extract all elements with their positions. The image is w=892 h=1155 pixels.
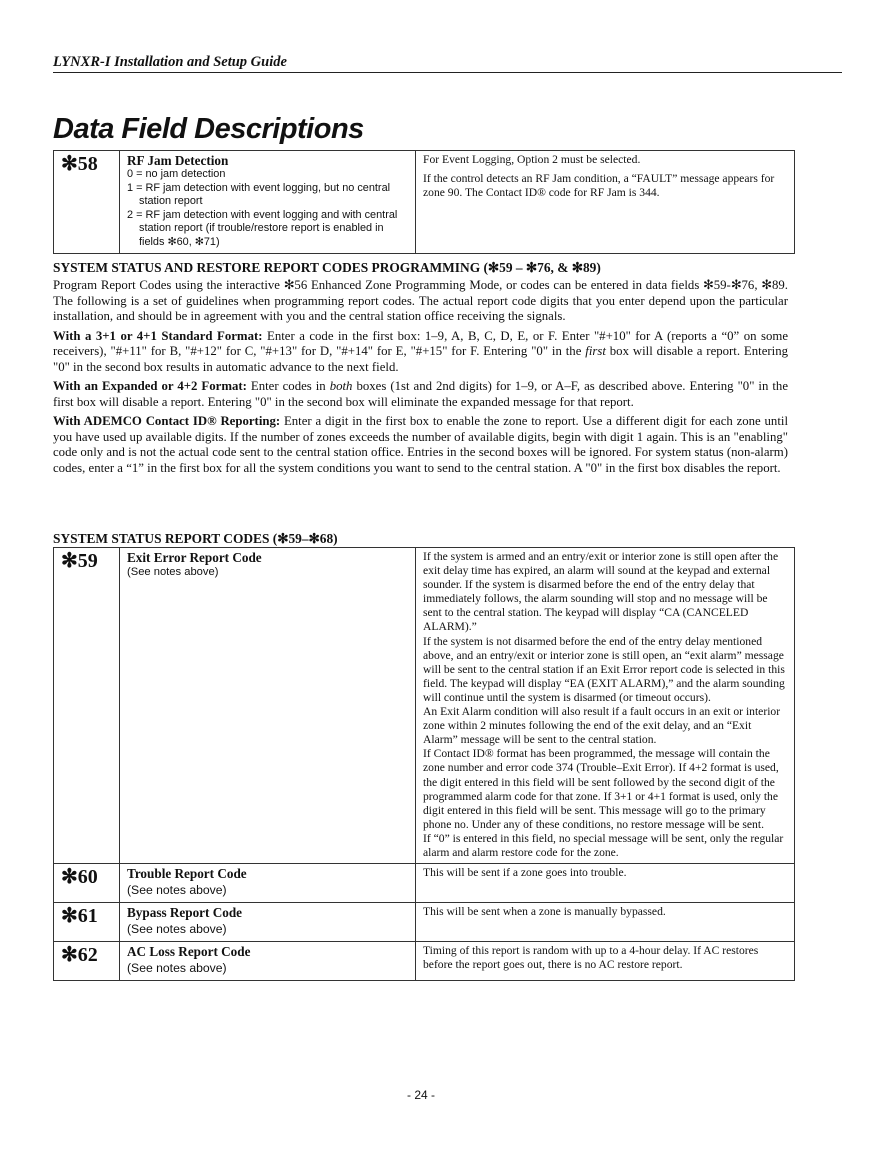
field-title: Exit Error Report Code xyxy=(127,550,262,565)
programming-heading: SYSTEM STATUS AND RESTORE REPORT CODES PROGRAMMING (✻59 – ✻76, & ✻89) xyxy=(53,260,601,275)
field-note: (See notes above) xyxy=(127,922,227,937)
description-paragraph: If the system is not disarmed before the end of the entry delay mentioned above, and an entry/exit or interior zone is still open, an “exit alarm” message will be sent to the central station if an Exit Error report code is selected in this field. The keypad will display “EA (EXIT ALARM),” and the alarm sounding will continue until the system is disarmed (or timeout occurs). xyxy=(423,634,785,704)
standard-format-label: With a 3+1 or 4+1 Standard Format: xyxy=(53,328,263,343)
field-title-cell xyxy=(120,903,416,942)
field-title-cell xyxy=(120,942,416,981)
field-option: 0 = no jam detection xyxy=(127,168,226,180)
status-codes-heading: SYSTEM STATUS REPORT CODES (✻59–✻68) xyxy=(53,531,338,546)
field-description xyxy=(416,903,795,942)
field-title-cell xyxy=(120,864,416,903)
field-number: ✻60 xyxy=(54,864,120,903)
field-number: ✻59 xyxy=(54,548,120,864)
expanded-format-paragraph: With an Expanded or 4+2 Format: Enter codes in both boxes (1st and 2nd digits) for 1–9, or A–F, as described above. Entering "0" in the first box will disable a report. Entering "0" in the second box will eliminate the expanded message for that report. xyxy=(53,379,788,409)
description-paragraph: If Contact ID® format has been programmed, the message will contain the zone number and error code 374 (Trouble–Exit Error). If 4+2 format is used, the digit entered in this field will be sent followed by the second digit of the programmed alarm code for that zone. If 3+1 or 4+1 format is used, only the digit entered in this field will be sent. This message will go to the primary phone no. Under any of these conditions, no restore message will be sent. xyxy=(423,747,779,831)
field-number: ✻61 xyxy=(54,903,120,942)
status-codes-table xyxy=(53,547,795,981)
expanded-format-label: With an Expanded or 4+2 Format: xyxy=(53,379,247,393)
description-paragraph: This will be sent when a zone is manually bypassed. xyxy=(423,905,666,919)
field-number: ✻58 xyxy=(54,151,120,254)
field-title: RF Jam Detection xyxy=(127,153,229,168)
field-58-table xyxy=(53,150,795,254)
field-title: Bypass Report Code xyxy=(127,905,243,921)
field-title: AC Loss Report Code xyxy=(127,944,251,960)
field-description xyxy=(416,151,795,254)
field-note: (See notes above) xyxy=(127,566,219,578)
field-description xyxy=(416,864,795,903)
description-paragraph: If “0” is entered in this field, no special message will be sent, only the regular alarm and alarm restore code for the zone. xyxy=(423,831,784,859)
standard-format-paragraph: With a 3+1 or 4+1 Standard Format: Enter a code in the first box: 1–9, A, B, C, D, E, or F. Enter "#+10" for A (reports a “0” on some receivers), "#+11" for B, "#+12" for C, "#+13" for D, "#+14" for E, "#+15" for F. Entering "0" in the first box will disable a report. Entering "0" in the second box results in automatic advance to the next field. xyxy=(53,328,788,374)
table-row xyxy=(54,864,795,903)
intro-paragraph: Program Report Codes using the interactive ✻56 Enhanced Zone Programming Mode, or codes can be entered in data fields ✻59-✻76, ✻89. The following is a set of guidelines when programming report codes. The actual report code digits that you enter depend upon the particular installation, and should be in agreement with you and the central station office receiving the signals. xyxy=(53,278,788,323)
field-note: (See notes above) xyxy=(127,961,227,976)
description-paragraph: For Event Logging, Option 2 must be selected. xyxy=(423,153,641,166)
field-title: Trouble Report Code xyxy=(127,866,247,882)
field-note: (See notes above) xyxy=(127,883,227,898)
description-paragraph: This will be sent if a zone goes into trouble. xyxy=(423,866,627,880)
contact-id-label: With ADEMCO Contact ID® Reporting: xyxy=(53,414,281,428)
page-number: - 24 - xyxy=(406,1088,435,1102)
section-title: Data Field Descriptions xyxy=(53,113,364,145)
description-paragraph: If the system is armed and an entry/exit or interior zone is still open after the exit delay time has expired, an alarm will sound at the keypad and external sounder. If the system is disarmed before the end of the entry delay that immediately follows, the alarm sounding will stop and no message will be sent to the central station. The keypad will display “CA (CANCELED ALARM).” xyxy=(423,550,779,634)
running-header: LYNXR-I Installation and Setup Guide xyxy=(53,54,287,70)
programming-body xyxy=(53,278,788,480)
header-rule xyxy=(53,72,842,73)
description-paragraph: If the control detects an RF Jam condition, a “FAULT” message appears for zone 90. The Contact ID® code for RF Jam is 344. xyxy=(423,172,775,200)
description-paragraph: Timing of this report is random with up to a 4-hour delay. If AC restores before the report goes out, there is no AC restore report. xyxy=(423,944,759,972)
field-description xyxy=(416,548,795,864)
field-description xyxy=(416,942,795,981)
field-title-cell xyxy=(120,151,416,254)
table-row xyxy=(54,151,795,254)
table-row xyxy=(54,942,795,981)
field-option: 2 = RF jam detection with event logging and with central station report (if trouble/restore report is enabled in fields ✻60, ✻71) xyxy=(127,208,398,248)
field-title-cell xyxy=(120,548,416,864)
table-row xyxy=(54,548,795,864)
field-number: ✻62 xyxy=(54,942,120,981)
field-option: 1 = RF jam detection with event logging, but no central station report xyxy=(127,181,391,208)
contact-id-paragraph: With ADEMCO Contact ID® Reporting: Enter a digit in the first box to enable the zone to report. Use a different digit for each zone until you have used up available digits. If the number of zones exceeds the number of available digits, begin with digit 1 again. This is an "enabling" code only and is not the actual code sent to the central station office. Entries in the second boxes will be ignored. For system status (non-alarm) codes, enter a “1” in the first box for all the system conditions you want to send to the central station. A "0" in the first box disables the report. xyxy=(53,414,788,475)
description-paragraph: An Exit Alarm condition will also result if a fault occurs in an exit or interior zone within 2 minutes following the end of the exit delay, and an “Exit Alarm” message will be sent to the central station. xyxy=(423,705,781,747)
table-row xyxy=(54,903,795,942)
